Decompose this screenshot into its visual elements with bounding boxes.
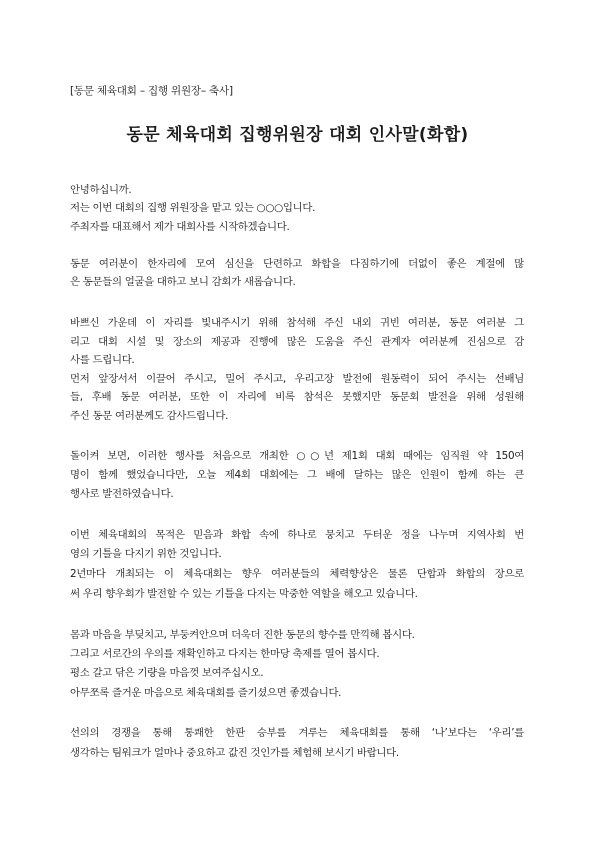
paragraph-line: 몸과 마음을 부딪치고, 부둥켜안으며 더욱더 진한 동문의 향수를 만끽해 봅시다. <box>70 629 415 641</box>
paragraph-line: 2년마다 개최되는 이 체육대회는 향우 여러분들의 체력향상은 물론 단합과 화합의 장으로 <box>70 568 524 580</box>
paragraph-line: 주신 동문 여러분께도 감사드립니다. <box>70 410 229 422</box>
paragraph-line: 들, 후배 동문 여러분, 또한 이 자리에 비록 참석은 못했지만 동문회 발전을 위해 성원해 <box>70 391 524 403</box>
paragraph-line: 리고 대회 시설 및 장소의 제공과 진행에 많은 도움을 주신 관계자 여러분께 진심으로 감 <box>70 336 524 348</box>
paragraph-line: 사를 드립니다. <box>70 354 135 366</box>
paragraph-line: 명이 함께 했었습니다만, 오늘 제4회 대회에는 그 배에 달하는 많은 인원이 함께 하는 큰 <box>70 469 524 481</box>
page-title: 동문 체육대회 집행위원장 대회 인사말(화합) <box>126 125 469 145</box>
paragraph-line: 그리고 서로간의 우의를 재확인하고 다지는 한마당 축제를 열어 봅시다. <box>70 648 380 660</box>
paragraph-line: 먼저 앞장서서 이끌어 주시고, 밀어 주시고, 우리고장 발전에 원동력이 되어 주시는 선배님 <box>70 373 524 385</box>
paragraph-line: 영의 기틀을 다지기 위한 것입니다. <box>70 548 222 560</box>
paragraph-line: 돌이켜 보면, 이러한 행사를 처음으로 개최한 ○○년 제1회 대회 때에는 임직원 약 150여 <box>70 450 524 462</box>
paragraph-line: 안녕하십니까. <box>70 184 132 196</box>
paragraph-line: 평소 갈고 닦은 기량을 마음껏 보여주십시오. <box>70 667 264 679</box>
paragraph-line: 동문 여러분이 한자리에 모여 심신을 단련하고 화합을 다짐하기에 더없이 좋은 계절에 많 <box>70 258 524 270</box>
paragraph-line: 써 우리 향우회가 발전할 수 있는 기틀을 다지는 막중한 역할을 해오고 있습니다. <box>70 588 418 600</box>
paragraph-line: 은 동문들의 얼굴을 대하고 보니 감회가 새롭습니다. <box>70 276 296 288</box>
paragraph-line: 선의의 경쟁을 통해 통쾌한 한판 승부를 겨루는 체육대회를 통해 ‘나’보다는 ‘우리’를 <box>70 727 524 739</box>
paragraph-line: 저는 이번 대회의 집행 위원장을 맡고 있는 ○○○입니다. <box>70 202 316 214</box>
paragraph-line: 생각하는 팀워크가 얼마나 중요하고 값진 것인가를 체험해 보시기 바랍니다. <box>70 747 399 759</box>
paragraph-line: 이번 체육대회의 목적은 믿음과 화합 속에 하나로 뭉치고 두터운 정을 나누며 지역사회 번 <box>70 529 524 541</box>
paragraph-line: 아무쪼록 즐거운 마음으로 체육대회를 즐기셨으면 좋겠습니다. <box>70 687 342 699</box>
paragraph-line: 바쁘신 가운데 이 자리를 빛내주시기 위해 참석해 주신 내외 귀빈 여러분, 동문 여러분 그 <box>70 317 524 329</box>
paragraph-line: 행사로 발전하였습니다. <box>70 488 174 500</box>
paragraph-line: 주최자를 대표해서 제가 대회사를 시작하겠습니다. <box>70 221 290 233</box>
header-tag: [동문 체육대회 – 집행 위원장– 축사] <box>70 85 233 97</box>
